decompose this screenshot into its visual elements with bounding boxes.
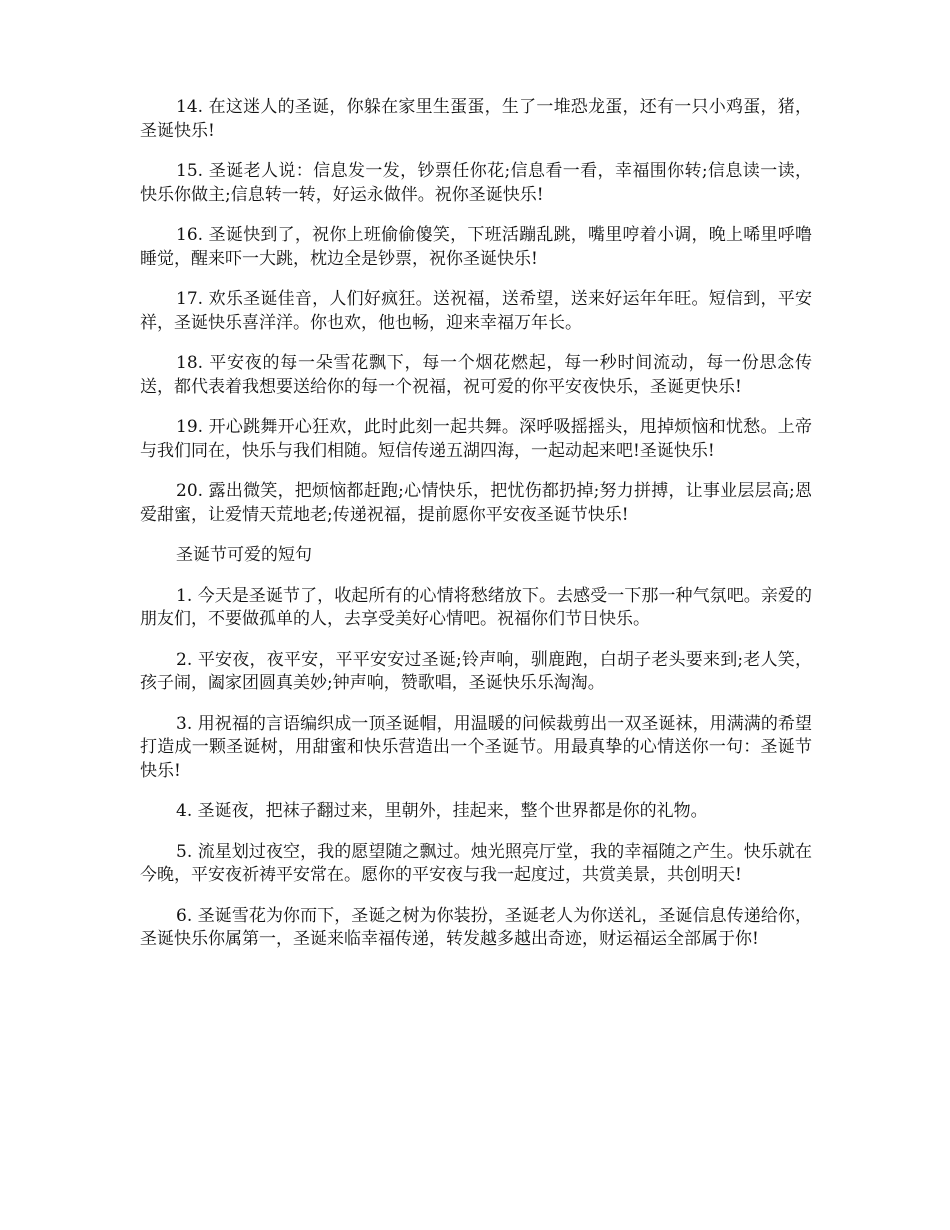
paragraph-3: 3. 用祝福的言语编织成一顶圣诞帽，用温暖的问候裁剪出一双圣诞袜，用满满的希望打造成一颗圣诞树，用甜蜜和快乐营造出一个圣诞节。用最真挚的心情送你一句：圣诞节快乐! xyxy=(140,713,812,781)
paragraph-6: 6. 圣诞雪花为你而下，圣诞之树为你装扮，圣诞老人为你送礼，圣诞信息传递给你，圣诞快乐你属第一，圣诞来临幸福传递，转发越多越出奇迹，财运福运全部属于你! xyxy=(140,905,812,949)
paragraph-16: 16. 圣诞快到了，祝你上班偷偷傻笑，下班活蹦乱跳，嘴里哼着小调，晚上唏里呼噜睡觉，醒来吓一大跳，枕边全是钞票，祝你圣诞快乐! xyxy=(140,225,812,269)
section-heading: 圣诞节可爱的短句 xyxy=(176,545,312,565)
paragraph-5: 5. 流星划过夜空，我的愿望随之飘过。烛光照亮厅堂，我的幸福随之产生。快乐就在今晚，平安夜祈祷平安常在。愿你的平安夜与我一起度过，共赏美景，共创明天! xyxy=(140,841,812,885)
paragraph-20: 20. 露出微笑，把烦恼都赶跑;心情快乐，把忧伤都扔掉;努力拼搏，让事业层层高;恩爱甜蜜，让爱情天荒地老;传递祝福，提前愿你平安夜圣诞节快乐! xyxy=(140,481,812,525)
paragraph-1: 1. 今天是圣诞节了，收起所有的心情将愁绪放下。去感受一下那一种气氛吧。亲爱的朋友们，不要做孤单的人，去享受美好心情吧。祝福你们节日快乐。 xyxy=(140,585,812,629)
document-body xyxy=(140,96,812,969)
paragraph-17: 17. 欢乐圣诞佳音，人们好疯狂。送祝福，送希望，送来好运年年旺。短信到，平安祥，圣诞快乐喜洋洋。你也欢，他也畅，迎来幸福万年长。 xyxy=(140,289,812,333)
paragraph-4: 4. 圣诞夜，把袜子翻过来，里朝外，挂起来，整个世界都是你的礼物。 xyxy=(176,801,708,821)
paragraph-18: 18. 平安夜的每一朵雪花飘下，每一个烟花燃起，每一秒时间流动，每一份思念传送，都代表着我想要送给你的每一个祝福，祝可爱的你平安夜快乐，圣诞更快乐! xyxy=(140,353,812,397)
paragraph-14: 14. 在这迷人的圣诞，你躲在家里生蛋蛋，生了一堆恐龙蛋，还有一只小鸡蛋，猪，圣诞快乐! xyxy=(140,97,812,141)
paragraph-2: 2. 平安夜，夜平安，平平安安过圣诞;铃声响，驯鹿跑，白胡子老头要来到;老人笑，孩子闹，阖家团圆真美妙;钟声响，赞歌唱，圣诞快乐乐淘淘。 xyxy=(140,649,812,693)
paragraph-15: 15. 圣诞老人说：信息发一发，钞票任你花;信息看一看，幸福围你转;信息读一读，快乐你做主;信息转一转，好运永做伴。祝你圣诞快乐! xyxy=(140,161,812,205)
paragraph-19: 19. 开心跳舞开心狂欢，此时此刻一起共舞。深呼吸摇摇头，甩掉烦恼和忧愁。上帝与我们同在，快乐与我们相随。短信传递五湖四海，一起动起来吧!圣诞快乐! xyxy=(140,417,812,461)
